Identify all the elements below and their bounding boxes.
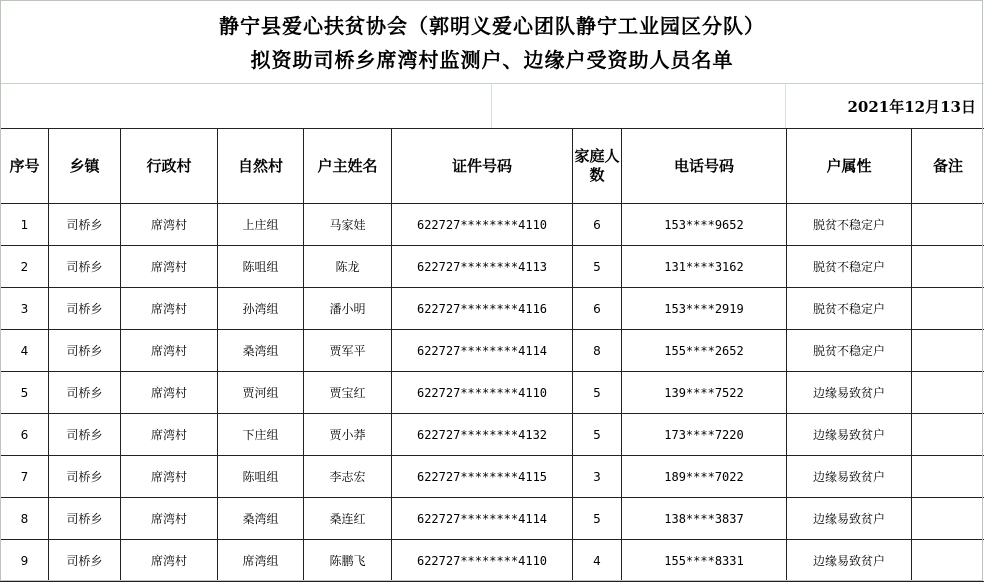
cell-natural-village: 上庄组 (218, 204, 304, 246)
cell-family-size: 5 (573, 372, 622, 414)
cell-householder: 贾小莽 (304, 414, 392, 456)
cell-admin-village: 席湾村 (121, 288, 218, 330)
cell-township: 司桥乡 (49, 330, 121, 372)
cell-remark (912, 330, 984, 372)
header-attribute: 户属性 (787, 129, 912, 204)
cell-family-size: 5 (573, 498, 622, 540)
header-natural-village: 自然村 (218, 129, 304, 204)
cell-township: 司桥乡 (49, 372, 121, 414)
cell-seq: 9 (1, 540, 49, 582)
table-row (1, 246, 984, 288)
cell-phone: 155****2652 (622, 330, 787, 372)
cell-attribute: 边缘易致贫户 (787, 540, 912, 582)
cell-attribute: 边缘易致贫户 (787, 414, 912, 456)
cell-natural-village: 陈咀组 (218, 456, 304, 498)
cell-remark (912, 456, 984, 498)
cell-householder: 潘小明 (304, 288, 392, 330)
cell-township: 司桥乡 (49, 414, 121, 456)
cell-id-number: 622727********4116 (392, 288, 573, 330)
cell-phone: 153****9652 (622, 204, 787, 246)
title-line-1: 静宁县爱心扶贫协会（郭明义爱心团队静宁工业园区分队） (219, 14, 765, 38)
cell-family-size: 8 (573, 330, 622, 372)
beneficiary-table (0, 128, 984, 582)
cell-phone: 189****7022 (622, 456, 787, 498)
cell-natural-village: 下庄组 (218, 414, 304, 456)
cell-id-number: 622727********4132 (392, 414, 573, 456)
cell-id-number: 622727********4110 (392, 204, 573, 246)
cell-admin-village: 席湾村 (121, 414, 218, 456)
cell-seq: 4 (1, 330, 49, 372)
cell-seq: 2 (1, 246, 49, 288)
cell-attribute: 边缘易致贫户 (787, 498, 912, 540)
cell-township: 司桥乡 (49, 204, 121, 246)
table-row (1, 204, 984, 246)
cell-attribute: 脱贫不稳定户 (787, 246, 912, 288)
table-row (1, 456, 984, 498)
cell-admin-village: 席湾村 (121, 246, 218, 288)
cell-admin-village: 席湾村 (121, 372, 218, 414)
sheet-gridline (491, 84, 492, 128)
cell-attribute: 脱贫不稳定户 (787, 288, 912, 330)
cell-id-number: 622727********4114 (392, 330, 573, 372)
cell-natural-village: 贾河组 (218, 372, 304, 414)
cell-family-size: 6 (573, 288, 622, 330)
cell-id-number: 622727********4110 (392, 372, 573, 414)
cell-admin-village: 席湾村 (121, 456, 218, 498)
cell-id-number: 622727********4115 (392, 456, 573, 498)
cell-householder: 陈鹏飞 (304, 540, 392, 582)
cell-family-size: 3 (573, 456, 622, 498)
table-row (1, 288, 984, 330)
cell-remark (912, 246, 984, 288)
cell-seq: 6 (1, 414, 49, 456)
cell-township: 司桥乡 (49, 456, 121, 498)
title-area (0, 0, 984, 84)
header-admin-village: 行政村 (121, 129, 218, 204)
cell-township: 司桥乡 (49, 246, 121, 288)
header-seq: 序号 (1, 129, 49, 204)
list-date: 2021年12月13日 (847, 98, 976, 116)
cell-phone: 155****8331 (622, 540, 787, 582)
cell-phone: 153****2919 (622, 288, 787, 330)
cell-township: 司桥乡 (49, 540, 121, 582)
cell-family-size: 6 (573, 204, 622, 246)
table-body (1, 204, 984, 582)
cell-natural-village: 桑湾组 (218, 498, 304, 540)
table-row (1, 540, 984, 582)
cell-admin-village: 席湾村 (121, 330, 218, 372)
cell-id-number: 622727********4110 (392, 540, 573, 582)
cell-natural-village: 席湾组 (218, 540, 304, 582)
cell-seq: 3 (1, 288, 49, 330)
cell-attribute: 边缘易致贫户 (787, 456, 912, 498)
cell-householder: 马家娃 (304, 204, 392, 246)
cell-seq: 8 (1, 498, 49, 540)
cell-natural-village: 孙湾组 (218, 288, 304, 330)
cell-householder: 贾军平 (304, 330, 392, 372)
cell-remark (912, 540, 984, 582)
table-row (1, 372, 984, 414)
table-row (1, 414, 984, 456)
cell-admin-village: 席湾村 (121, 498, 218, 540)
cell-seq: 5 (1, 372, 49, 414)
cell-seq: 1 (1, 204, 49, 246)
cell-remark (912, 204, 984, 246)
table-row (1, 330, 984, 372)
cell-attribute: 脱贫不稳定户 (787, 330, 912, 372)
header-township: 乡镇 (49, 129, 121, 204)
cell-attribute: 边缘易致贫户 (787, 372, 912, 414)
cell-phone: 173****7220 (622, 414, 787, 456)
cell-remark (912, 414, 984, 456)
header-phone: 电话号码 (622, 129, 787, 204)
cell-householder: 桑连红 (304, 498, 392, 540)
cell-seq: 7 (1, 456, 49, 498)
table-header-row (1, 129, 984, 204)
cell-id-number: 622727********4113 (392, 246, 573, 288)
cell-township: 司桥乡 (49, 288, 121, 330)
cell-householder: 贾宝红 (304, 372, 392, 414)
cell-remark (912, 288, 984, 330)
sheet-gridline (785, 84, 786, 128)
cell-remark (912, 372, 984, 414)
header-id-number: 证件号码 (392, 129, 573, 204)
cell-family-size: 4 (573, 540, 622, 582)
header-householder: 户主姓名 (304, 129, 392, 204)
table-row (1, 498, 984, 540)
cell-phone: 139****7522 (622, 372, 787, 414)
cell-township: 司桥乡 (49, 498, 121, 540)
cell-natural-village: 陈咀组 (218, 246, 304, 288)
title-line-2: 拟资助司桥乡席湾村监测户、边缘户受资助人员名单 (250, 48, 734, 72)
cell-householder: 李志宏 (304, 456, 392, 498)
cell-attribute: 脱贫不稳定户 (787, 204, 912, 246)
cell-phone: 131****3162 (622, 246, 787, 288)
cell-phone: 138****3837 (622, 498, 787, 540)
cell-id-number: 622727********4114 (392, 498, 573, 540)
cell-remark (912, 498, 984, 540)
cell-admin-village: 席湾村 (121, 204, 218, 246)
header-family-size: 家庭人数 (573, 129, 622, 204)
cell-householder: 陈龙 (304, 246, 392, 288)
cell-family-size: 5 (573, 414, 622, 456)
cell-natural-village: 桑湾组 (218, 330, 304, 372)
header-remark: 备注 (912, 129, 984, 204)
cell-admin-village: 席湾村 (121, 540, 218, 582)
cell-family-size: 5 (573, 246, 622, 288)
